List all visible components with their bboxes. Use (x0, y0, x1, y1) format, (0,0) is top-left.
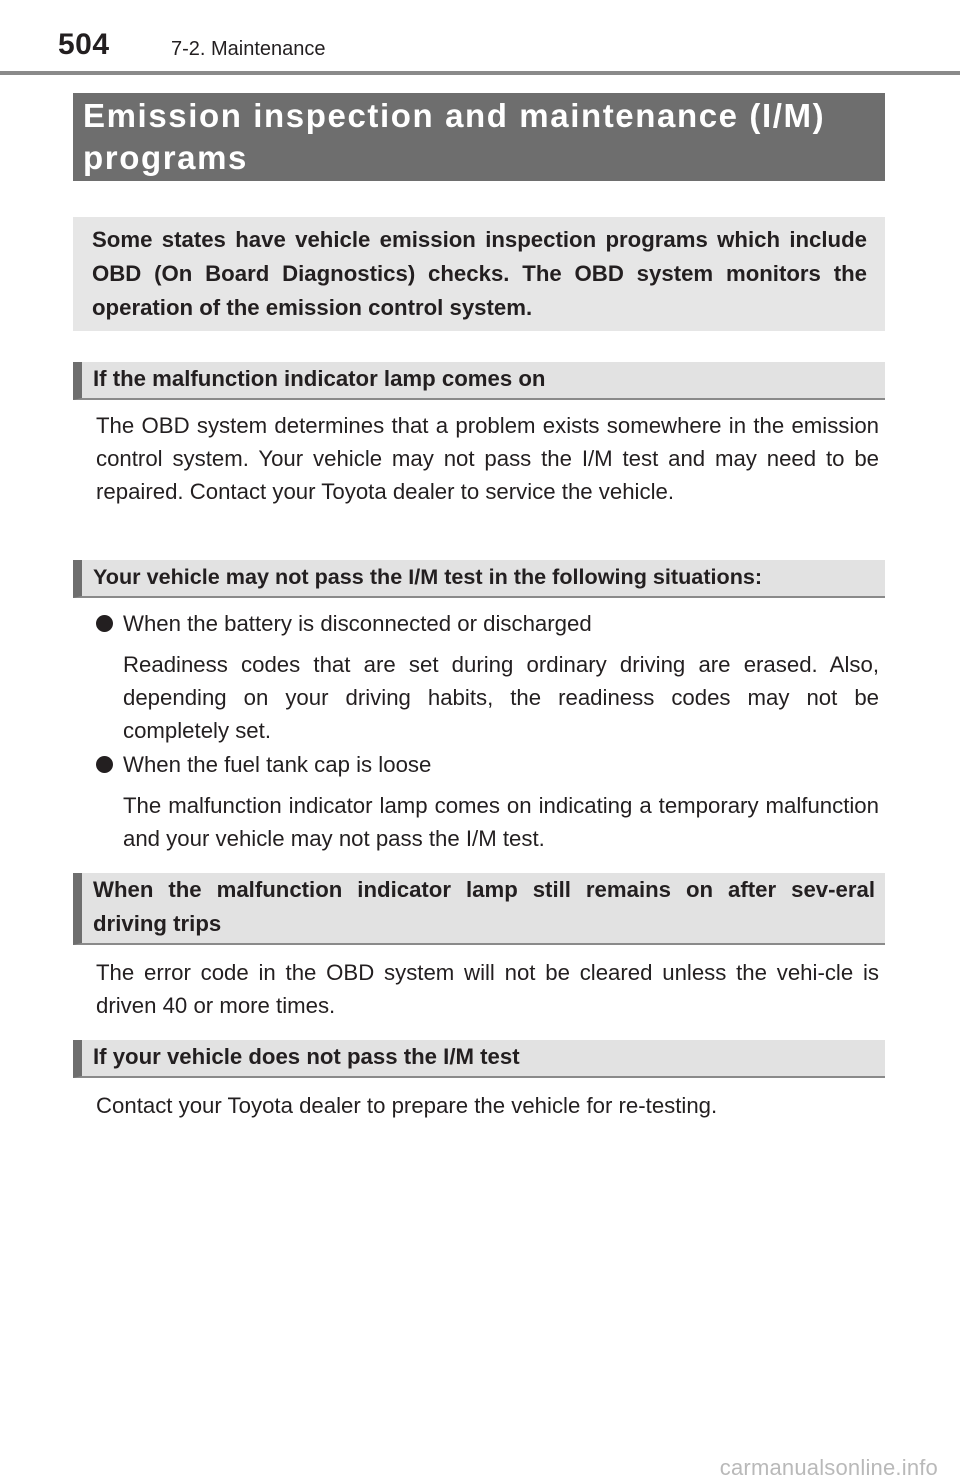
bullet-dot-icon (96, 615, 113, 632)
lamp-remains-on-body: The error code in the OBD system will not be cleared unless the vehi-cle is driven 40 or more times. (96, 960, 879, 1018)
subheading-situations: Your vehicle may not pass the I/M test in the following situations: (73, 560, 885, 598)
header-divider (0, 71, 960, 75)
malfunction-lamp-body: The OBD system determines that a problem exists somewhere in the emission control system. Your vehicle may not pass the I/M test and may need to be repaired. Contact your Toyota dealer to service the vehicle. (96, 413, 879, 504)
bullet-fuel-cap-label: When the fuel tank cap is loose (123, 752, 432, 777)
bullet-dot-icon (96, 756, 113, 773)
page-header (0, 0, 960, 76)
subheading-does-not-pass: If your vehicle does not pass the I/M test (73, 1040, 885, 1078)
does-not-pass-body: Contact your Toyota dealer to prepare the vehicle for re-testing. (96, 1093, 718, 1118)
bullet-fuel-cap (96, 748, 879, 781)
bullet-battery-label: When the battery is disconnected or discharged (123, 611, 592, 636)
bullet-battery (96, 607, 879, 640)
intro-summary: Some states have vehicle emission inspection programs which include OBD (On Board Diagnostics) checks. The OBD system monitors the operation of the emission control system. (73, 217, 885, 331)
section-reference: 7-2. Maintenance (171, 38, 326, 60)
subheading-malfunction-lamp-on: If the malfunction indicator lamp comes on (73, 362, 885, 400)
page-number: 504 (58, 28, 110, 61)
page-title: Emission inspection and maintenance (I/M) programs (73, 93, 885, 181)
subheading-lamp-remains-on: When the malfunction indicator lamp still remains on after sev-eral driving trips (73, 873, 885, 945)
bullet-battery-detail: Readiness codes that are set during ordinary driving are erased. Also, depending on your driving habits, the readiness codes may not be completely set. (123, 652, 879, 743)
watermark: carmanualsonline.info (719, 1455, 938, 1480)
bullet-fuel-cap-detail: The malfunction indicator lamp comes on indicating a temporary malfunction and your vehicle may not pass the I/M test. (123, 793, 879, 851)
